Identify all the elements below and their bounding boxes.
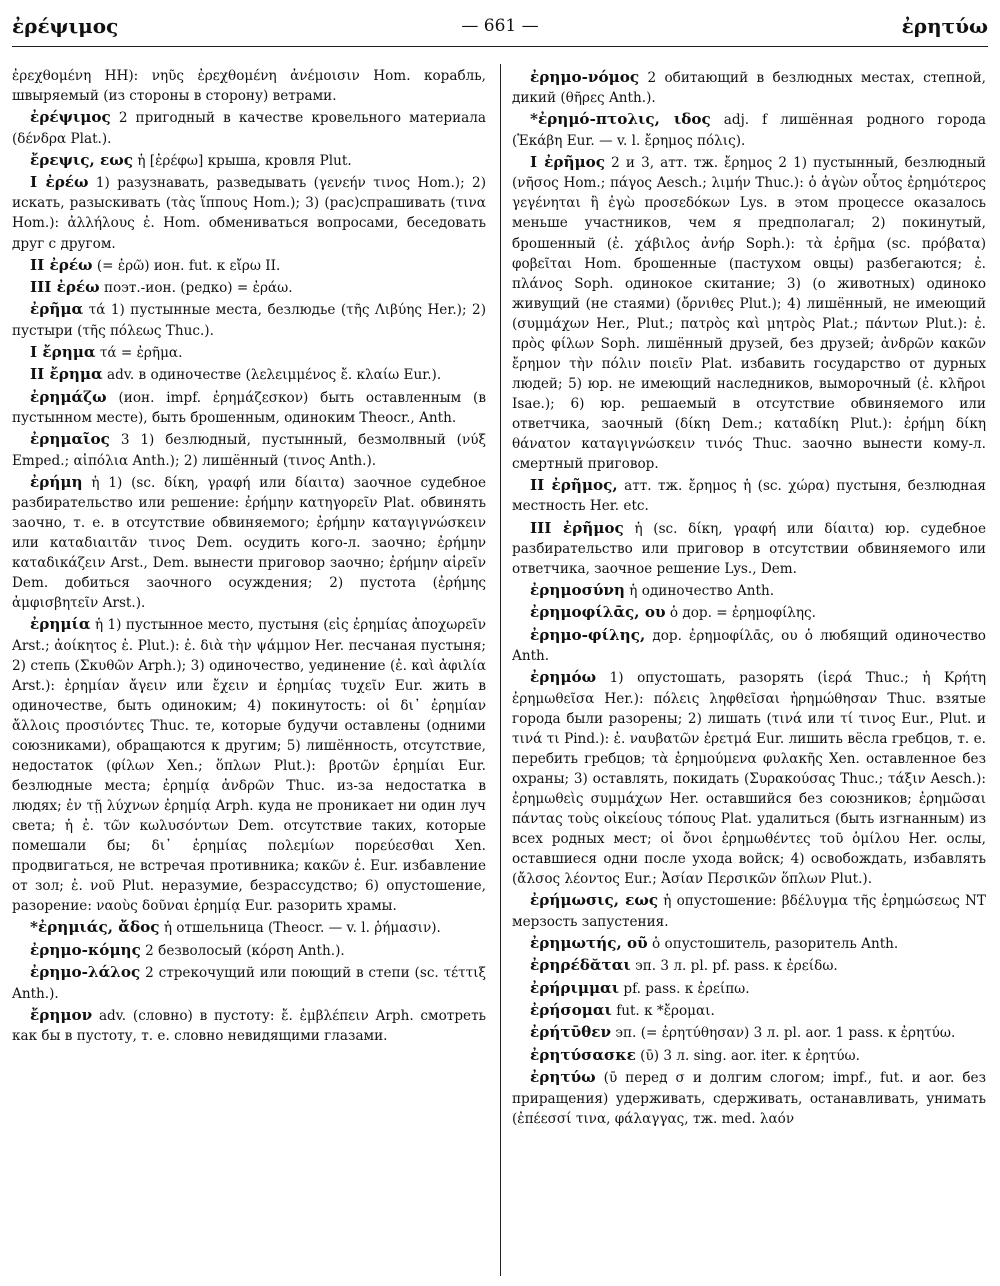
- entry-text: ἡ одиночество Anth.: [629, 583, 775, 600]
- entry-text: 2 пригодный в качестве кровельного материала (δένδρα Plat.).: [12, 110, 486, 147]
- entry-headword: *ἐρημό-πτολις, ιδος: [530, 110, 711, 129]
- entry-headword: ἐρημοφίλᾱς, ου: [530, 603, 666, 622]
- entry-headword: ἐρητύσασκε: [530, 1045, 636, 1064]
- entry-headword: ἐρήτῡθεν: [530, 1023, 612, 1042]
- entry-headword: ἐρημο-νόμος: [530, 68, 640, 86]
- dictionary-entry: [12, 471, 486, 614]
- page-number: — 661 —: [461, 16, 539, 36]
- dictionary-entry: [512, 474, 986, 516]
- entry-headword: ἐρημόω: [530, 668, 597, 687]
- entry-headword: ἐρῆμα: [30, 300, 84, 319]
- dictionary-entry: [512, 999, 986, 1021]
- entry-headword: ἐρημαῖος: [30, 430, 110, 449]
- dictionary-entry: [512, 932, 986, 954]
- dictionary-entry: [512, 977, 986, 999]
- entry-text: ἡ отшельница (Theocr. — v. l. ῥήμασιν).: [163, 920, 441, 937]
- entry-text: adj. f лишённая родного города (Ἑκάβη Eur. — v. l. ἔρημος πόλις).: [512, 112, 986, 149]
- entry-headword: ἐρήμη: [30, 472, 83, 491]
- left-column: [12, 66, 486, 1046]
- entry-text: поэт.-ион. (редко) = ἐράω.: [103, 279, 293, 296]
- entry-text: (= ἐρῶ) ион. fut. к εἴρω II.: [96, 257, 281, 274]
- entry-headword: I ἐρέω: [30, 172, 89, 191]
- entry-text: ἡ (sc. δίκη, γραφή или δίαιτα) юр. судебное разбирательство или приговор в отсутствии обвиняемого или ответчика, заочное решение Lys., Dem.: [512, 520, 986, 577]
- entry-headword: ἐρημάζω: [30, 387, 107, 406]
- dictionary-entry: [512, 954, 986, 976]
- running-head-right: ἐρητύω: [901, 14, 988, 38]
- entry-text: τά = ἐρῆμα.: [99, 344, 183, 361]
- entry-text: ἡ 1) пустынное место, пустыня (εἰς ἐρημίας ἀποχωρεῖν Arst.; ἀοίκητος ἐ. Plut.): ἐ. διὰ τὴν ψάμμον Her. песчаная пустыня; 2) степь (Σκυθῶν Arph.); 3) одиночество, уединение (ἐ. καὶ ἀφιλία Arst.): ἐρημίαν ἄγειν или ἔχειν и ἐρημίας τυχεῖν Eur. жить в одиночестве, быть одиноким; 4) покинутость: οἱ δι᾿ ἐρημίαν ἄλλοις προσιόντες Thuc. те, которые будучи оставлены (одними союзниками), обращаются к другим; 5) лишённость, отсутствие, недостаток (φίλων Xen.; ὅπλων Plut.): βροτῶν ἐρημίαι Eur. безлюдные места; ἐρημίᾳ ἀνδρῶν Thuc. из-за недостатка в людях; ἐν τῇ λύχνων ἐρημίᾳ Arph. куда не проникает ни один луч света; ἡ ἐ. τῶν κωλυσόντων Dem. отсутствие таких, которые помешали бы; δι᾿ ἐρημίας πολεμίων πορεύεσθαι Xen. продвигаться, не встречая противника; κακῶν ἐ. Eur. избавление от зол; ἐ. νοῦ Plut. неразумие, безрассудство; 6) опустошение, разорение: ναοὺς δοῦναι ἐρημίᾳ Eur. разорить храмы.: [12, 617, 486, 915]
- dictionary-entry: [12, 254, 486, 276]
- page-header: [12, 10, 988, 40]
- dictionary-entry: [512, 666, 986, 889]
- entry-headword: ἐρέψιμος: [30, 108, 111, 127]
- dictionary-entry: [12, 276, 486, 298]
- entry-text: τά 1) пустынные места, безлюдье (τῆς Λιβύης Her.); 2) пустыри (τῆς πόλεως Thuc.).: [12, 302, 486, 339]
- entry-text: pf. pass. к ἐρείπω.: [623, 980, 750, 997]
- entry-headword: ἔρεψις, εως: [30, 150, 133, 169]
- entry-text: (ион. impf. ἐρημάζεσκον) быть оставленным (в пустынном месте), быть брошенным, одиноким Theocr., Anth.: [12, 389, 487, 427]
- dictionary-entry: [512, 579, 986, 601]
- entry-text: ἡ [ἐρέφω] крыша, кровля Plut.: [137, 152, 352, 169]
- entry-headword: ἔρημον: [30, 1005, 93, 1024]
- dictionary-entry: [12, 66, 486, 106]
- column-divider: [500, 64, 501, 1276]
- dictionary-entry: [512, 1066, 986, 1129]
- entry-text: ὁ дор. = ἐρημοφίλης.: [669, 605, 816, 622]
- entry-headword: ἐρήριμμαι: [530, 978, 620, 997]
- dictionary-entry: [512, 66, 986, 108]
- entry-text: adv. в одиночестве (λελειμμένος ἔ. κλαίω Eur.).: [107, 367, 442, 384]
- entry-headword: III ἐρέω: [30, 277, 100, 296]
- entry-headword: ἐρημο-κόμης: [30, 940, 141, 959]
- dictionary-entry: [512, 1044, 986, 1066]
- entry-text: эп. (= ἐρητύθησαν) 3 л. pl. aor. 1 pass. к ἐρητύω.: [615, 1025, 956, 1042]
- dictionary-entry: [512, 624, 986, 666]
- dictionary-entry: [12, 171, 486, 254]
- entry-headword: III ἐρῆμος: [530, 518, 624, 537]
- dictionary-entry: [12, 1004, 486, 1046]
- dictionary-entry: [512, 151, 986, 474]
- entry-text: дор. ἐρημοφίλᾱς, ου ὁ любящий одиночество Anth.: [512, 627, 986, 665]
- dictionary-entry: [12, 386, 486, 428]
- entry-text: fut. к *ἔρομαι.: [616, 1002, 715, 1019]
- entry-text: 2 и 3, атт. тж. ἔρημος 2 1) пустынный, безлюдный (νῆσος Hom.; πάγος Aesch.; λιμήν Thuc.): ὁ ἀγὼν οὗτος ἐρημότερος γεγένηται ἢ ἐγὼ προσεδόκων Lys. в этом процессе оказалось меньше участников, чем я предполагал; 2) покинутый, брошенный (ἐ. χάβιλος ἀνήρ Soph.): τὰ ἐρῆμα (sc. πρόβατα) φοβεῖται Hom. брошенные (пастухом овцы) разбегаются; ἐ. πλάνος Soph. одинокое скитание; 3) (о животных) одиноко живущий (не стаями) (ὄρνιθες Plut.); 4) лишённый, не имеющий (συμμάχων Her., Plut.; πατρὸς καὶ μητρὸς Plat.; πάντων Plut.): ἐ. πρὸς φίλων Soph. лишённый друзей, без друзей; ἀνδρῶν κακῶν ἔρημον τὴν πόλιν ποιεῖν Plat. избавить государство от дурных людей; 5) юр. не имеющий наследников, выморочный (ἐ. κλῆροι Isae.); 6) юр. решаемый в отсутствие обвиняемого или ответчика, заочный (δίκη Dem.; καταδίκη Plut.): ἐρήμη δίκη θάνατον καταγιγνώσκειν τινός Thuc. заочно вынести кому-л. смертный приговор.: [512, 154, 986, 473]
- entry-text: 3 1) безлюдный, пустынный, безмолвный (νύξ Emped.; αἰπόλια Anth.); 2) лишённый (τινος Anth.).: [12, 432, 487, 469]
- entry-headword: ἐρηρέδᾰται: [530, 956, 631, 975]
- entry-text: атт. тж. ἔρημος ἡ (sc. χώρα) пустыня, безлюдная местность Her. etc.: [512, 478, 986, 515]
- running-head-left: ἐρέψιμος: [12, 14, 119, 38]
- entry-text: 2 обитающий в безлюдных местах, степной, дикий (θῆρες Anth.).: [512, 70, 986, 107]
- entry-text: эп. 3 л. pl. pf. pass. к ἐρείδω.: [635, 958, 838, 975]
- dictionary-entry: [512, 601, 986, 623]
- entry-headword: *ἐρημιάς, ἄδος: [30, 918, 160, 937]
- dictionary-entry: [512, 108, 986, 150]
- entry-text: 1) опустошать, разорять (ἱερά Thuc.; ἡ Κρήτη ἐρημωθεῖσα Her.): πόλεις ληφθεῖσαι ἠρημώθησαν Thuc. взятые города были разорены; 2) лишать (τινά или τί τινος Eur., Plut. и τινά τι Pind.): ἐ. ναυβατῶν ἐρετμά Eur. лишить вёсла гребцов, т. е. перебить гребцов; τὰ ἐρημούμενα φυλακῆς Xen. оставленное без охраны; 3) оставлять, покидать (Συρακούσας Thuc.; τάξιν Aesch.): ἐρημωθεὶς συμμάχων Her. оставшийся без союзников; ἐρημῶσαι πάντας τοὺς οἰκείους τόπους Plat. удалиться (быть изгнанным) из всех родных мест; οἱ ὄνοι ἐρημωθέντες τοῦ ὁμίλου Her. ослы, оставшиеся одни после ухода войск; 4) освобождать, избавлять (ἄλσος λέοντος Eur.; Ἀσίαν Περσικῶν ὅπλων Plut.).: [512, 670, 986, 888]
- dictionary-entry: [12, 428, 486, 470]
- entry-headword: ἐρημία: [30, 615, 91, 634]
- entry-text: ἐρεχθομένη HH): νηῦς ἐρεχθομένη ἀνέμοισιν Hom. корабль, швыряемый (из стороны в сторону) ветрами.: [12, 68, 486, 105]
- entry-headword: I ἔρημα: [30, 342, 96, 361]
- entry-text: (ῡ) 3 л. sing. aor. iter. к ἐρητύω.: [640, 1047, 860, 1064]
- dictionary-entry: [12, 149, 486, 171]
- entry-text: 2 безволосый (κόρση Anth.).: [145, 942, 345, 959]
- entry-text: 1) разузнавать, разведывать (γενεήν τινος Hom.); 2) искать, разыскивать (τὰς ἵππους Hom.); 3) (рас)спрашивать (τινα Hom.): ἀλλήλους ἐ. Hom. обмениваться вопросами, беседовать друг с другом.: [12, 174, 486, 252]
- dictionary-entry: [12, 363, 486, 385]
- entry-headword: ἐρήμωσις, εως: [530, 891, 659, 910]
- dictionary-entry: [12, 106, 486, 148]
- entry-headword: ἐρητύω: [530, 1068, 596, 1087]
- entry-headword: II ἐρέω: [30, 255, 93, 274]
- entry-headword: II ἐρῆμος,: [530, 476, 618, 495]
- dictionary-entry: [12, 916, 486, 938]
- dictionary-entry: [12, 298, 486, 340]
- header-rule: [12, 46, 988, 47]
- entry-headword: ἐρήσομαι: [530, 1000, 612, 1019]
- entry-text: adv. (словно) в пустоту: ἔ. ἐμβλέπειν Arph. смотреть как бы в пустоту, т. е. словно невидящими глазами.: [12, 1007, 486, 1045]
- entry-text: ἡ 1) (sc. δίκη, γραφή или δίαιτα) заочное судебное разбирательство или решение: ἐρήμην κατηγορεῖν Plat. обвинять заочно, т. е. в отсутствие обвиняемого; ἐρήμην καταγιγνώσκειν или καταδιαιτᾶν τινος Dem. осудить кого-л. заочно; ἐρήμην καταδικάζειν Arst., Dem. вынести приговор заочно; ἐρήμην αἱρεῖν Dem. добиться заочного осуждения; 2) пустота (ἐρήμης ἀμφισβητεῖν Arst.).: [12, 474, 486, 612]
- entry-headword: ἐρημωτής, οῦ: [530, 933, 648, 952]
- dictionary-entry: [12, 613, 486, 916]
- entry-text: 2 стрекочущий или поющий в степи (sc. τέττιξ Anth.).: [12, 965, 486, 1002]
- entry-headword: ἐρημο-λάλος: [30, 963, 141, 982]
- entry-headword: ἐρημο-φίλης,: [530, 625, 646, 644]
- entry-headword: II ἔρημα: [30, 365, 103, 384]
- dictionary-entry: [12, 961, 486, 1003]
- entry-text: ἡ опустошение: βδέλυγμα τῆς ἐρημώσεως NT мерзость запустения.: [512, 893, 986, 930]
- entry-headword: I ἐρῆμος: [530, 152, 606, 171]
- entry-text: (ῡ перед σ и долгим слогом; impf., fut. и aor. без приращения) удерживать, сдерживать, останавливать, унимать (ἐπέεσσί τινα, φάλαγγας, тж. med. λαόν: [512, 1070, 986, 1127]
- entry-headword: ἐρημοσύνη: [530, 581, 625, 600]
- dictionary-entry: [12, 939, 486, 961]
- dictionary-entry: [512, 1021, 986, 1043]
- right-column: [512, 66, 986, 1129]
- dictionary-entry: [12, 341, 486, 363]
- entry-text: ὁ опустошитель, разоритель Anth.: [652, 935, 899, 952]
- dictionary-entry: [512, 889, 986, 931]
- dictionary-entry: [512, 517, 986, 580]
